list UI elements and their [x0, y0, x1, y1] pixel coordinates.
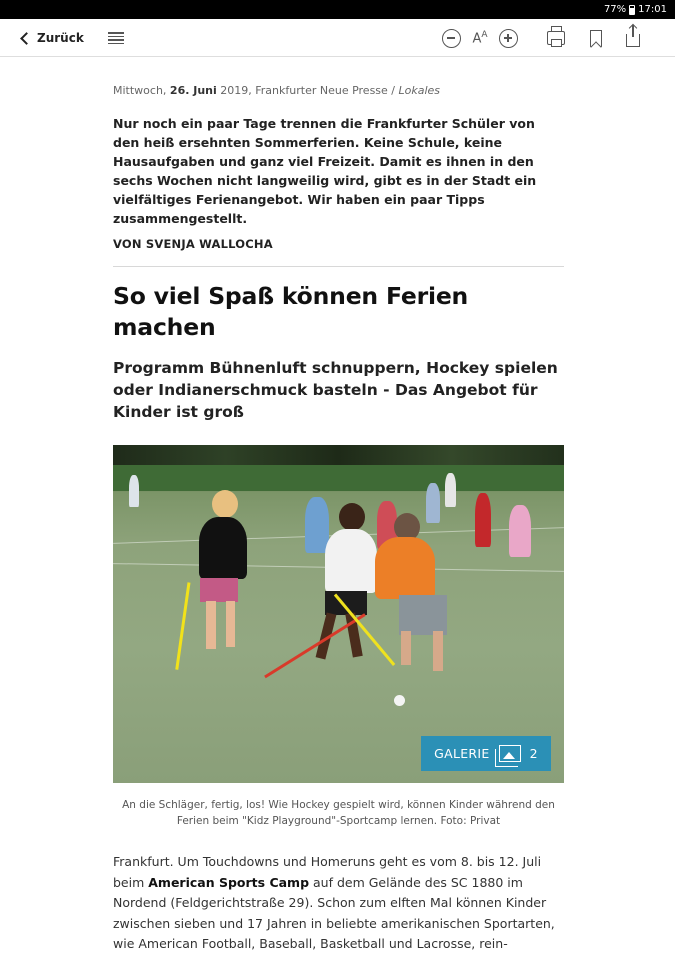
- article-lead: Nur noch ein paar Tage trennen die Frankfurter Schüler von den heiß ersehnten Sommerferien. Keine Schule, keine Hausaufgaben und ganz viel Freizeit. Damit es ihnen in den sechs Wochen nicht langweilig wird, gibt es in der Stadt ein vielfältiges Ferienangebot. Wir haben ein paar Tipps zusammengestellt.: [113, 116, 537, 226]
- print-icon: [547, 31, 565, 45]
- print-button[interactable]: [545, 19, 567, 57]
- list-icon: [108, 32, 124, 44]
- hockey-stick: [175, 582, 190, 670]
- zoom-out-button[interactable]: [440, 19, 462, 57]
- meta-date: 26. Juni: [169, 84, 217, 97]
- meta-weekday: Mittwoch,: [113, 84, 167, 97]
- zoom-in-icon: [499, 29, 518, 48]
- article-body: [113, 852, 564, 955]
- bookmark-icon: [590, 30, 602, 47]
- battery-percent: 77%: [603, 4, 627, 15]
- person-figure: [401, 631, 411, 665]
- person-figure: [129, 475, 139, 507]
- divider: [113, 266, 564, 267]
- share-button[interactable]: [625, 19, 641, 57]
- person-figure: [206, 601, 216, 649]
- person-figure: [199, 517, 247, 579]
- meta-source: 2019, Frankfurter Neue Presse /: [220, 84, 396, 97]
- article-author: VON SVENJA WALLOCHA: [113, 237, 273, 251]
- person-figure: [375, 537, 435, 599]
- person-figure: [212, 490, 238, 518]
- back-button[interactable]: [18, 19, 84, 57]
- clock: 17:01: [638, 4, 667, 15]
- ball: [394, 695, 405, 706]
- status-bar: [0, 0, 675, 19]
- back-label: Zurück: [37, 31, 84, 45]
- person-figure: [325, 529, 377, 593]
- gallery-button[interactable]: [421, 736, 551, 771]
- toolbar: [0, 19, 675, 57]
- gallery-label: GALERIE: [434, 746, 490, 761]
- person-figure: [426, 483, 440, 523]
- person-figure: [509, 505, 531, 557]
- font-size-button[interactable]: [469, 19, 491, 57]
- battery-icon: [629, 5, 635, 15]
- zoom-out-icon: [442, 29, 461, 48]
- person-figure: [339, 503, 365, 531]
- article-photo[interactable]: [113, 445, 564, 783]
- photo-hedge: [113, 465, 564, 491]
- article: [113, 57, 564, 955]
- gallery-icon: [499, 745, 521, 762]
- person-figure: [399, 595, 447, 635]
- person-figure: [226, 601, 235, 647]
- body-text-segment: auf dem Gelände des SC 1880 im Nordend (Feldgerichtstraße 29). Schon zum elften Mal können Kinder zwischen sieben und 17 Jahren in beliebte amerikanischen Sportarten, wie American Football, Baseball, Basketball und Lacrosse, rein-: [113, 874, 555, 951]
- bookmark-button[interactable]: [588, 19, 604, 57]
- meta-section: Lokales: [398, 84, 441, 97]
- share-icon: [626, 34, 640, 47]
- back-chevron-icon: [20, 32, 33, 45]
- person-figure: [475, 493, 491, 547]
- person-figure: [325, 591, 367, 615]
- article-headline: So viel Spaß können Ferien machen: [113, 282, 469, 341]
- article-subhead: Programm Bühnenluft schnuppern, Hockey spielen oder Indianerschmuck basteln - Das Angebot für Kinder ist groß: [113, 359, 558, 421]
- body-text-bold: American Sports Camp: [148, 874, 310, 890]
- zoom-in-button[interactable]: [497, 19, 519, 57]
- font-size-icon: $A^A$: [472, 29, 488, 47]
- person-figure: [445, 473, 456, 507]
- person-figure: [433, 631, 443, 671]
- article-list-button[interactable]: [106, 19, 126, 57]
- person-figure: [200, 578, 238, 602]
- gallery-count: 2: [529, 746, 538, 761]
- article-meta: [113, 84, 564, 98]
- photo-caption: An die Schläger, fertig, los! Wie Hockey gespielt wird, können Kinder während den Ferien beim "Kidz Playground"-Sportcamp lernen. Foto: Privat: [122, 799, 555, 827]
- photo-trees: [113, 445, 564, 467]
- body-text-segment: Frankfurt. Um Touchdowns und Homeruns geht es vom 8. bis 12. Juli beim: [113, 854, 542, 890]
